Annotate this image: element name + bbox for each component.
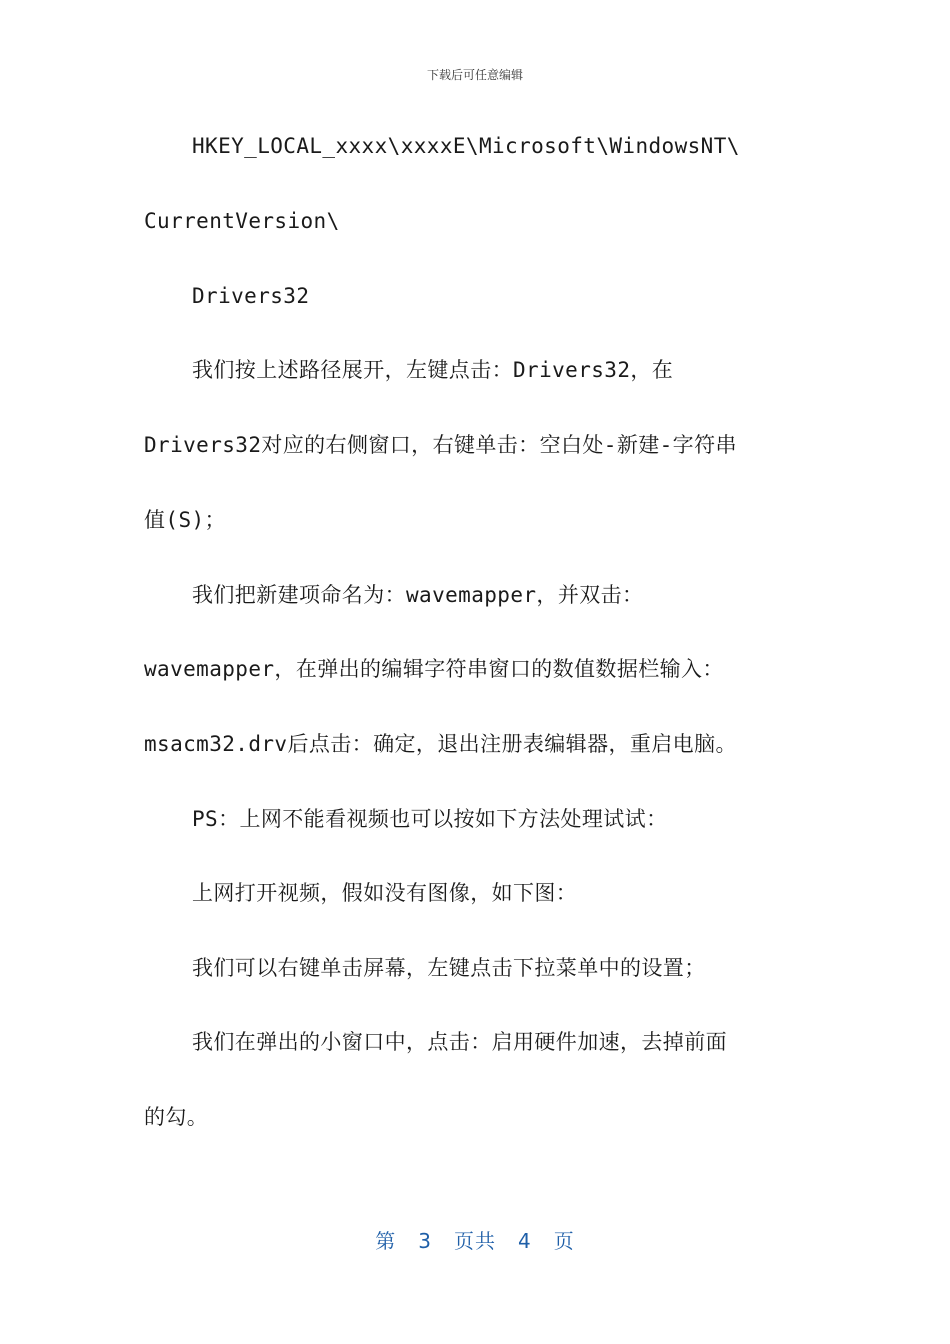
body-line-11: 上网打开视频，假如没有图像，如下图： — [192, 881, 578, 905]
body-line-1: HKEY_LOCAL_xxxx\xxxxE\Microsoft\WindowsNT\ — [192, 134, 740, 158]
body-line-14: 的勾。 — [144, 1105, 209, 1129]
body-line-12: 我们可以右键单击屏幕，左键点击下拉菜单中的设置； — [192, 956, 706, 980]
page-footer — [0, 1225, 950, 1254]
footer-prefix: 第 — [375, 1229, 397, 1253]
body-line-4: 我们按上述路径展开，左键点击：Drivers32，在 — [192, 358, 674, 382]
body-line-8: wavemapper，在弹出的编辑字符串窗口的数值数据栏输入： — [144, 657, 724, 681]
footer-page-number: 3 — [418, 1229, 432, 1253]
footer-middle: 页共 — [454, 1229, 496, 1253]
body-line-6: 值(S)； — [144, 508, 226, 532]
footer-suffix: 页 — [553, 1229, 575, 1253]
body-line-13: 我们在弹出的小窗口中，点击：启用硬件加速，去掉前面 — [192, 1030, 727, 1054]
footer-total-pages: 4 — [518, 1229, 532, 1253]
body-line-10: PS：上网不能看视频也可以按如下方法处理试试： — [192, 807, 668, 831]
body-line-5: Drivers32对应的右侧窗口，右键单击：空白处-新建-字符串 — [144, 433, 737, 457]
body-line-2: CurrentVersion\ — [144, 209, 340, 233]
body-line-7: 我们把新建项命名为：wavemapper，并双击： — [192, 583, 644, 607]
body-line-9: msacm32.drv后点击：确定，退出注册表编辑器，重启电脑。 — [144, 732, 737, 756]
body-line-3: Drivers32 — [192, 284, 310, 308]
page-header: 下载后可任意编辑 — [426, 68, 523, 82]
